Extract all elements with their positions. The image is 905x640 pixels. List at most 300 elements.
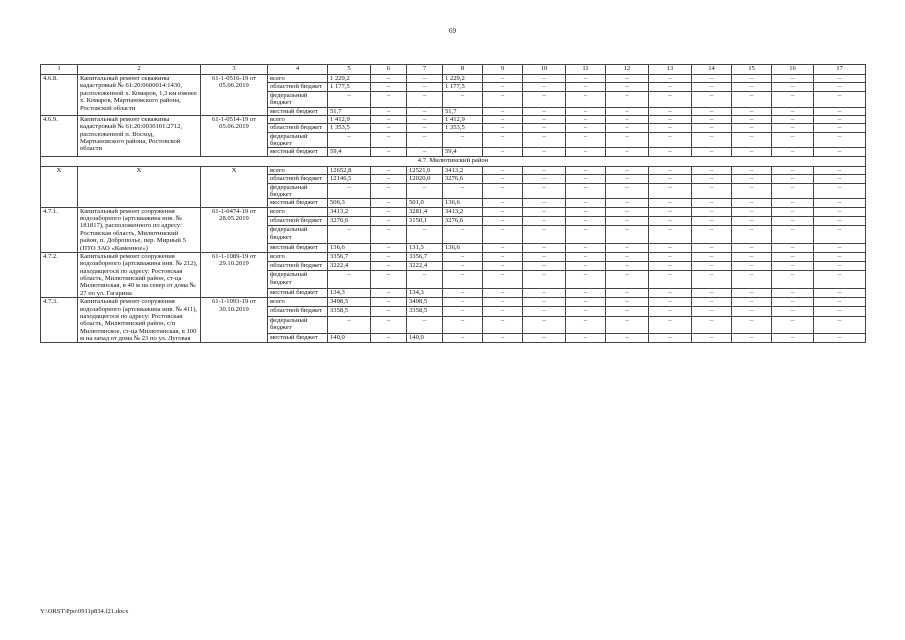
value-cell: 3222,4	[407, 262, 443, 271]
value-cell: 1 229,2	[443, 75, 483, 83]
empty-value-cell: –	[566, 132, 606, 148]
empty-value-cell: –	[814, 288, 866, 297]
empty-value-cell: –	[692, 107, 732, 115]
page-number: 69	[449, 27, 456, 35]
budget-label: федеральный бюджет	[268, 183, 328, 199]
value-cell: 136,6	[443, 243, 483, 252]
empty-value-cell: –	[649, 124, 692, 132]
value-cell: –	[371, 226, 407, 243]
document-number: Х	[201, 166, 268, 207]
empty-value-cell: –	[649, 288, 692, 297]
empty-value-cell: –	[772, 124, 814, 132]
document-number: 61-1-1093-19 от 30.10.2019	[201, 298, 268, 343]
empty-value-cell: –	[692, 226, 732, 243]
object-name: Капитальный ремонт скважины кадастровый № 61:20:0030101:2712, расположенной п. Восход, Мартыновского района, Ростовской области	[78, 115, 201, 156]
empty-value-cell: –	[523, 307, 566, 316]
empty-value-cell: –	[692, 216, 732, 225]
empty-value-cell: –	[483, 183, 523, 199]
value-cell: 3413,2	[443, 166, 483, 174]
empty-value-cell: –	[649, 175, 692, 183]
value-cell: –	[371, 183, 407, 199]
empty-value-cell: –	[732, 124, 772, 132]
value-cell: 136,6	[328, 243, 371, 252]
empty-value-cell: –	[523, 115, 566, 123]
empty-value-cell: –	[523, 288, 566, 297]
empty-value-cell: –	[483, 115, 523, 123]
value-cell: –	[371, 298, 407, 307]
empty-value-cell: –	[692, 175, 732, 183]
empty-value-cell: –	[692, 132, 732, 148]
empty-value-cell: –	[483, 316, 523, 333]
empty-value-cell: –	[772, 207, 814, 216]
empty-value-cell: –	[772, 175, 814, 183]
value-cell: –	[443, 91, 483, 107]
empty-value-cell: –	[483, 271, 523, 288]
empty-value-cell: –	[772, 75, 814, 83]
value-cell: 131,3	[407, 243, 443, 252]
empty-value-cell: –	[523, 298, 566, 307]
column-number: 12	[606, 65, 649, 75]
empty-value-cell: –	[732, 226, 772, 243]
empty-value-cell: –	[606, 307, 649, 316]
empty-value-cell: –	[772, 243, 814, 252]
empty-value-cell: –	[483, 226, 523, 243]
empty-value-cell: –	[814, 166, 866, 174]
empty-value-cell: –	[523, 199, 566, 207]
table-row	[41, 298, 866, 307]
document-number: 61-1-1089-19 от 29.10.2019	[201, 252, 268, 297]
value-cell: –	[371, 288, 407, 297]
value-cell: –	[371, 199, 407, 207]
empty-value-cell: –	[606, 298, 649, 307]
empty-value-cell: –	[772, 199, 814, 207]
empty-value-cell: –	[606, 124, 649, 132]
empty-value-cell: –	[483, 75, 523, 83]
empty-value-cell: –	[772, 83, 814, 91]
empty-value-cell: –	[692, 199, 732, 207]
budget-label: всего	[268, 207, 328, 216]
empty-value-cell: –	[649, 115, 692, 123]
value-cell: –	[371, 75, 407, 83]
empty-value-cell: –	[772, 115, 814, 123]
value-cell: –	[328, 271, 371, 288]
empty-value-cell: –	[606, 252, 649, 261]
empty-value-cell: –	[692, 148, 732, 156]
empty-value-cell: –	[523, 183, 566, 199]
column-number: 1	[41, 65, 78, 75]
value-cell: 3358,5	[328, 307, 371, 316]
column-number-row	[41, 65, 866, 75]
empty-value-cell: –	[523, 175, 566, 183]
budget-label: областной бюджет	[268, 175, 328, 183]
budget-label: федеральный бюджет	[268, 132, 328, 148]
item-number: 4.7.1.	[41, 207, 78, 252]
column-number: 7	[407, 65, 443, 75]
empty-value-cell: –	[606, 262, 649, 271]
table-row	[41, 207, 866, 216]
value-cell: –	[407, 83, 443, 91]
empty-value-cell: –	[732, 307, 772, 316]
column-number: 6	[371, 65, 407, 75]
object-name: Капитальный ремонт скважины кадастровый № 61:20:0600014:1430, расположенной х. Комаров, 1,3 км южнее х. Комаров, Мартыновского района, Ростовской области	[78, 75, 201, 116]
budget-label: местный бюджет	[268, 288, 328, 297]
value-cell: –	[443, 132, 483, 148]
empty-value-cell: –	[606, 288, 649, 297]
column-number: 15	[732, 65, 772, 75]
empty-value-cell: –	[732, 298, 772, 307]
empty-value-cell: –	[772, 107, 814, 115]
budget-label: местный бюджет	[268, 107, 328, 115]
empty-value-cell: –	[566, 166, 606, 174]
value-cell: –	[371, 166, 407, 174]
empty-value-cell: –	[649, 148, 692, 156]
empty-value-cell: –	[814, 243, 866, 252]
empty-value-cell: –	[606, 316, 649, 333]
budget-label: федеральный бюджет	[268, 91, 328, 107]
empty-value-cell: –	[732, 252, 772, 261]
empty-value-cell: –	[732, 132, 772, 148]
empty-value-cell: –	[814, 124, 866, 132]
empty-value-cell: –	[606, 83, 649, 91]
column-number: 11	[566, 65, 606, 75]
value-cell: –	[371, 316, 407, 333]
empty-value-cell: –	[692, 83, 732, 91]
column-number: 9	[483, 65, 523, 75]
empty-value-cell: –	[692, 252, 732, 261]
value-cell: 12146,5	[328, 175, 371, 183]
empty-value-cell: –	[523, 243, 566, 252]
value-cell: –	[407, 107, 443, 115]
empty-value-cell: –	[483, 132, 523, 148]
empty-value-cell: –	[649, 316, 692, 333]
column-number: 3	[201, 65, 268, 75]
value-cell: –	[371, 207, 407, 216]
budget-label: областной бюджет	[268, 83, 328, 91]
budget-label: федеральный бюджет	[268, 316, 328, 333]
empty-value-cell: –	[523, 107, 566, 115]
document-number: 61-1-0516-19 от 05.06.2019	[201, 75, 268, 116]
empty-value-cell: –	[772, 271, 814, 288]
empty-value-cell: –	[649, 226, 692, 243]
empty-value-cell: –	[692, 124, 732, 132]
empty-value-cell: –	[814, 83, 866, 91]
empty-value-cell: –	[814, 226, 866, 243]
item-number: 4.6.8.	[41, 75, 78, 116]
empty-value-cell: –	[606, 271, 649, 288]
empty-value-cell: –	[566, 183, 606, 199]
empty-value-cell: –	[483, 199, 523, 207]
empty-value-cell: –	[566, 252, 606, 261]
budget-label: областной бюджет	[268, 307, 328, 316]
value-cell: 140,0	[328, 334, 371, 343]
object-name: Капитальный ремонт сооружения водозаборного (артскважина инв. № 212), находящегося по адресу: Ростовская область, Милютинский район, ст-ца Милютинская, в 40 м на север от дома № 27 по ул. Гагарина	[78, 252, 201, 297]
table-row	[41, 75, 866, 83]
empty-value-cell: –	[566, 216, 606, 225]
empty-value-cell: –	[772, 166, 814, 174]
value-cell: 51,7	[328, 107, 371, 115]
value-cell: –	[328, 183, 371, 199]
empty-value-cell: –	[606, 243, 649, 252]
empty-value-cell: –	[649, 216, 692, 225]
empty-value-cell: –	[483, 91, 523, 107]
empty-value-cell: –	[692, 288, 732, 297]
value-cell: 3276,6	[443, 175, 483, 183]
empty-value-cell: –	[523, 226, 566, 243]
empty-value-cell: –	[566, 298, 606, 307]
document-number: 61-1-0514-19 от 05.06.2019	[201, 115, 268, 156]
empty-value-cell: –	[523, 334, 566, 343]
empty-value-cell: –	[814, 298, 866, 307]
empty-value-cell: –	[732, 316, 772, 333]
empty-value-cell: –	[732, 83, 772, 91]
empty-value-cell: –	[772, 183, 814, 199]
empty-value-cell: –	[772, 316, 814, 333]
empty-value-cell: –	[692, 207, 732, 216]
value-cell: 1 229,2	[328, 75, 371, 83]
empty-value-cell: –	[814, 316, 866, 333]
empty-value-cell: –	[566, 243, 606, 252]
value-cell: 3413,2	[328, 207, 371, 216]
empty-value-cell: –	[483, 107, 523, 115]
empty-value-cell: –	[692, 115, 732, 123]
empty-value-cell: –	[732, 199, 772, 207]
value-cell: 1 177,5	[328, 83, 371, 91]
table-row	[41, 166, 866, 174]
empty-value-cell: –	[606, 334, 649, 343]
value-cell: –	[371, 132, 407, 148]
empty-value-cell: –	[523, 262, 566, 271]
value-cell: –	[371, 115, 407, 123]
empty-value-cell: –	[649, 334, 692, 343]
empty-value-cell: –	[772, 216, 814, 225]
value-cell: –	[407, 91, 443, 107]
empty-value-cell: –	[772, 252, 814, 261]
empty-value-cell: –	[566, 288, 606, 297]
value-cell: –	[407, 271, 443, 288]
empty-value-cell: –	[814, 307, 866, 316]
value-cell: –	[371, 124, 407, 132]
empty-value-cell: –	[692, 166, 732, 174]
empty-value-cell: –	[772, 298, 814, 307]
table-row	[41, 252, 866, 261]
empty-value-cell: –	[732, 91, 772, 107]
empty-value-cell: –	[814, 183, 866, 199]
value-cell: –	[328, 132, 371, 148]
empty-value-cell: –	[772, 91, 814, 107]
empty-value-cell: –	[772, 307, 814, 316]
empty-value-cell: –	[566, 83, 606, 91]
value-cell: 3281,4	[407, 207, 443, 216]
item-number: 4.6.9.	[41, 115, 78, 156]
value-cell: –	[371, 175, 407, 183]
value-cell: 1 412,9	[328, 115, 371, 123]
empty-value-cell: –	[566, 199, 606, 207]
empty-value-cell: –	[649, 252, 692, 261]
empty-value-cell: –	[523, 132, 566, 148]
empty-value-cell: –	[692, 91, 732, 107]
value-cell: –	[407, 124, 443, 132]
empty-value-cell: –	[814, 207, 866, 216]
empty-value-cell: –	[772, 148, 814, 156]
empty-value-cell: –	[732, 334, 772, 343]
value-cell: –	[371, 307, 407, 316]
empty-value-cell: –	[566, 124, 606, 132]
value-cell: –	[371, 216, 407, 225]
value-cell: 1 177,5	[443, 83, 483, 91]
budget-label: федеральный бюджет	[268, 226, 328, 243]
object-name: Капитальный ремонт сооружения водозаборного (артскважина инв. № 411), находящегося по адресу: Ростовская область, Милютинский район, с/п Милютинское, ст-ца Милютинская, в 100 м на запад от дома № 23 по ул. Луговая	[78, 298, 201, 343]
empty-value-cell: –	[814, 107, 866, 115]
value-cell: –	[407, 115, 443, 123]
value-cell: –	[407, 226, 443, 243]
empty-value-cell: –	[814, 132, 866, 148]
value-cell: 59,4	[328, 148, 371, 156]
empty-value-cell: –	[814, 199, 866, 207]
empty-value-cell: –	[692, 307, 732, 316]
empty-value-cell: –	[772, 288, 814, 297]
value-cell: –	[443, 288, 483, 297]
empty-value-cell: –	[772, 226, 814, 243]
empty-value-cell: –	[692, 334, 732, 343]
budget-table	[40, 64, 866, 343]
value-cell: –	[443, 252, 483, 261]
column-number: 4	[268, 65, 328, 75]
empty-value-cell: –	[483, 243, 523, 252]
value-cell: –	[371, 91, 407, 107]
empty-value-cell: –	[483, 83, 523, 91]
empty-value-cell: –	[814, 115, 866, 123]
item-number: 4.7.2.	[41, 252, 78, 297]
empty-value-cell: –	[606, 183, 649, 199]
empty-value-cell: –	[606, 166, 649, 174]
value-cell: –	[407, 148, 443, 156]
empty-value-cell: –	[606, 132, 649, 148]
value-cell: –	[407, 183, 443, 199]
empty-value-cell: –	[732, 148, 772, 156]
empty-value-cell: –	[606, 107, 649, 115]
value-cell: –	[328, 226, 371, 243]
empty-value-cell: –	[483, 288, 523, 297]
empty-value-cell: –	[649, 75, 692, 83]
value-cell: –	[443, 298, 483, 307]
column-number: 17	[814, 65, 866, 75]
empty-value-cell: –	[523, 83, 566, 91]
value-cell: 1 353,5	[443, 124, 483, 132]
empty-value-cell: –	[523, 316, 566, 333]
value-cell: –	[443, 307, 483, 316]
empty-value-cell: –	[649, 199, 692, 207]
empty-value-cell: –	[523, 207, 566, 216]
column-number: 16	[772, 65, 814, 75]
value-cell: –	[443, 183, 483, 199]
value-cell: –	[371, 107, 407, 115]
value-cell: 3276,6	[443, 216, 483, 225]
empty-value-cell: –	[814, 91, 866, 107]
budget-label: областной бюджет	[268, 124, 328, 132]
value-cell: 3498,5	[407, 298, 443, 307]
value-cell: 3498,5	[328, 298, 371, 307]
empty-value-cell: –	[692, 75, 732, 83]
empty-value-cell: –	[566, 107, 606, 115]
empty-value-cell: –	[732, 75, 772, 83]
empty-value-cell: –	[772, 334, 814, 343]
empty-value-cell: –	[814, 252, 866, 261]
empty-value-cell: –	[692, 183, 732, 199]
value-cell: –	[443, 334, 483, 343]
empty-value-cell: –	[606, 115, 649, 123]
empty-value-cell: –	[649, 307, 692, 316]
budget-label: местный бюджет	[268, 199, 328, 207]
value-cell: –	[371, 262, 407, 271]
empty-value-cell: –	[566, 316, 606, 333]
column-number: 13	[649, 65, 692, 75]
empty-value-cell: –	[483, 216, 523, 225]
table-row	[41, 115, 866, 123]
empty-value-cell: –	[566, 148, 606, 156]
empty-value-cell: –	[649, 298, 692, 307]
value-cell: 501,0	[407, 199, 443, 207]
empty-value-cell: –	[649, 183, 692, 199]
empty-value-cell: –	[649, 83, 692, 91]
empty-value-cell: –	[732, 175, 772, 183]
empty-value-cell: –	[523, 271, 566, 288]
empty-value-cell: –	[606, 207, 649, 216]
empty-value-cell: –	[566, 271, 606, 288]
value-cell: –	[328, 91, 371, 107]
value-cell: 12020,0	[407, 175, 443, 183]
value-cell: –	[407, 316, 443, 333]
empty-value-cell: –	[606, 199, 649, 207]
empty-value-cell: –	[649, 107, 692, 115]
value-cell: 134,3	[328, 288, 371, 297]
value-cell: 51,7	[443, 107, 483, 115]
empty-value-cell: –	[566, 262, 606, 271]
empty-value-cell: –	[483, 307, 523, 316]
empty-value-cell: –	[732, 107, 772, 115]
empty-value-cell: –	[523, 75, 566, 83]
document-number: 61-1-0474-19 от 28.05.2019	[201, 207, 268, 252]
value-cell: 12521,0	[407, 166, 443, 174]
budget-label: всего	[268, 75, 328, 83]
file-path-footer: Y:\ORST\Ppo\0911p834.f21.docx	[40, 608, 129, 615]
value-cell: –	[328, 316, 371, 333]
empty-value-cell: –	[606, 148, 649, 156]
empty-value-cell: –	[523, 252, 566, 261]
empty-value-cell: –	[523, 216, 566, 225]
empty-value-cell: –	[814, 75, 866, 83]
empty-value-cell: –	[692, 271, 732, 288]
empty-value-cell: –	[566, 207, 606, 216]
value-cell: 3222,4	[328, 262, 371, 271]
object-name: Капитальный ремонт сооружения водозаборного (артскважина инв. № 181817), расположенного по адресу: Ростовская область, Милютинский район, п. Доброполье, пер. Мирный 5 (ПТО ЗАО «Каменное»)	[78, 207, 201, 252]
value-cell: –	[371, 83, 407, 91]
column-number: 5	[328, 65, 371, 75]
empty-value-cell: –	[523, 148, 566, 156]
empty-value-cell: –	[732, 166, 772, 174]
value-cell: –	[371, 252, 407, 261]
empty-value-cell: –	[772, 132, 814, 148]
empty-value-cell: –	[483, 252, 523, 261]
value-cell: 3150,1	[407, 216, 443, 225]
empty-value-cell: –	[814, 334, 866, 343]
value-cell: 506,3	[328, 199, 371, 207]
empty-value-cell: –	[814, 262, 866, 271]
value-cell: –	[371, 334, 407, 343]
value-cell: –	[443, 262, 483, 271]
value-cell: 3413,2	[443, 207, 483, 216]
empty-value-cell: –	[566, 91, 606, 107]
empty-value-cell: –	[649, 243, 692, 252]
